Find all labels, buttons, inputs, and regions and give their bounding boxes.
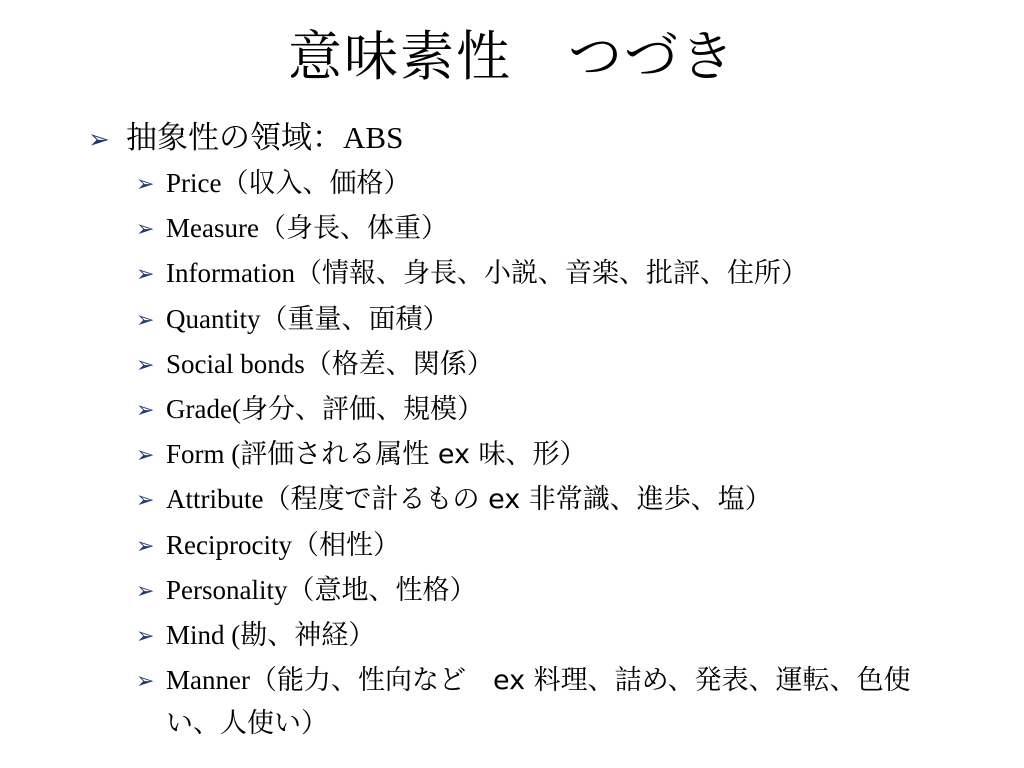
list-item-ja: （身長、体重） (258, 213, 448, 245)
right-arrow-bullet-icon: ➢ (136, 533, 155, 559)
list-item-en: Social bonds (166, 348, 305, 379)
list-item (136, 162, 988, 207)
right-arrow-bullet-icon: ➢ (136, 488, 155, 514)
right-arrow-bullet-icon: ➢ (136, 262, 155, 288)
right-arrow-bullet-icon: ➢ (136, 624, 155, 650)
list-item-en: Manner (166, 665, 250, 696)
bullet-list (88, 116, 988, 745)
right-arrow-bullet-icon: ➢ (136, 398, 155, 424)
right-arrow-bullet-icon: ➢ (136, 172, 155, 197)
list-item-en: Price (166, 168, 222, 198)
list-item-en: Personality (166, 574, 288, 605)
list-item (136, 478, 988, 523)
list-item-en: Mind ( (166, 620, 241, 651)
list-item-ja: （情報、身長、小説、音楽、批評、住所） (294, 258, 808, 290)
right-arrow-bullet-icon: ➢ (136, 669, 155, 695)
list-item-ja: （重量、面積） (260, 303, 450, 335)
slide-title: 意味素性 つづき (288, 25, 736, 88)
list-item-en: Information (166, 258, 295, 289)
right-arrow-bullet-icon: ➢ (136, 578, 155, 604)
list-item-ja: 身分、評価、規模） (240, 394, 484, 426)
list-item (136, 614, 988, 659)
list-item-en: Attribute (166, 484, 264, 515)
main-bullet-label-ja: 抽象性の領域 (126, 120, 312, 156)
list-item-en: Form ( (166, 439, 241, 470)
right-arrow-bullet-icon: ➢ (136, 307, 155, 333)
right-arrow-bullet-icon: ➢ (136, 217, 155, 243)
right-arrow-bullet-icon: ➢ (88, 125, 110, 155)
list-item-ja: 勘、神経） (240, 620, 376, 652)
list-item-en: Grade( (166, 394, 241, 425)
list-item (136, 298, 988, 343)
list-item (136, 343, 988, 388)
list-item-ja: （格差、関係） (304, 348, 494, 380)
list-item-en: Reciprocity (166, 529, 292, 560)
sub-bullet-list (136, 162, 988, 745)
list-item (136, 252, 988, 297)
list-item-en: Measure (166, 213, 259, 244)
list-item-ja: （意地、性格） (287, 574, 477, 606)
list-item (136, 388, 988, 433)
list-item-ja: （相性） (291, 529, 400, 561)
list-item-ja: 評価される属性 ex 味、形） (240, 439, 587, 471)
list-item-ja: （収入、価格） (221, 168, 411, 199)
right-arrow-bullet-icon: ➢ (136, 352, 155, 378)
list-item-en: Quantity (166, 303, 261, 334)
list-item (136, 659, 988, 745)
list-item-ja: （程度で計るもの ex 非常識、進歩、塩） (263, 484, 772, 516)
list-item (136, 207, 988, 252)
list-item-ja: （能力、性向など ex 料理、詰め、発表、運転、色使い、人使い） (166, 665, 911, 740)
main-bullet-label-en: ：ABS (312, 120, 404, 155)
right-arrow-bullet-icon: ➢ (136, 443, 155, 469)
list-item (136, 433, 988, 478)
list-item (136, 569, 988, 614)
main-bullet (88, 116, 988, 160)
list-item (136, 524, 988, 569)
